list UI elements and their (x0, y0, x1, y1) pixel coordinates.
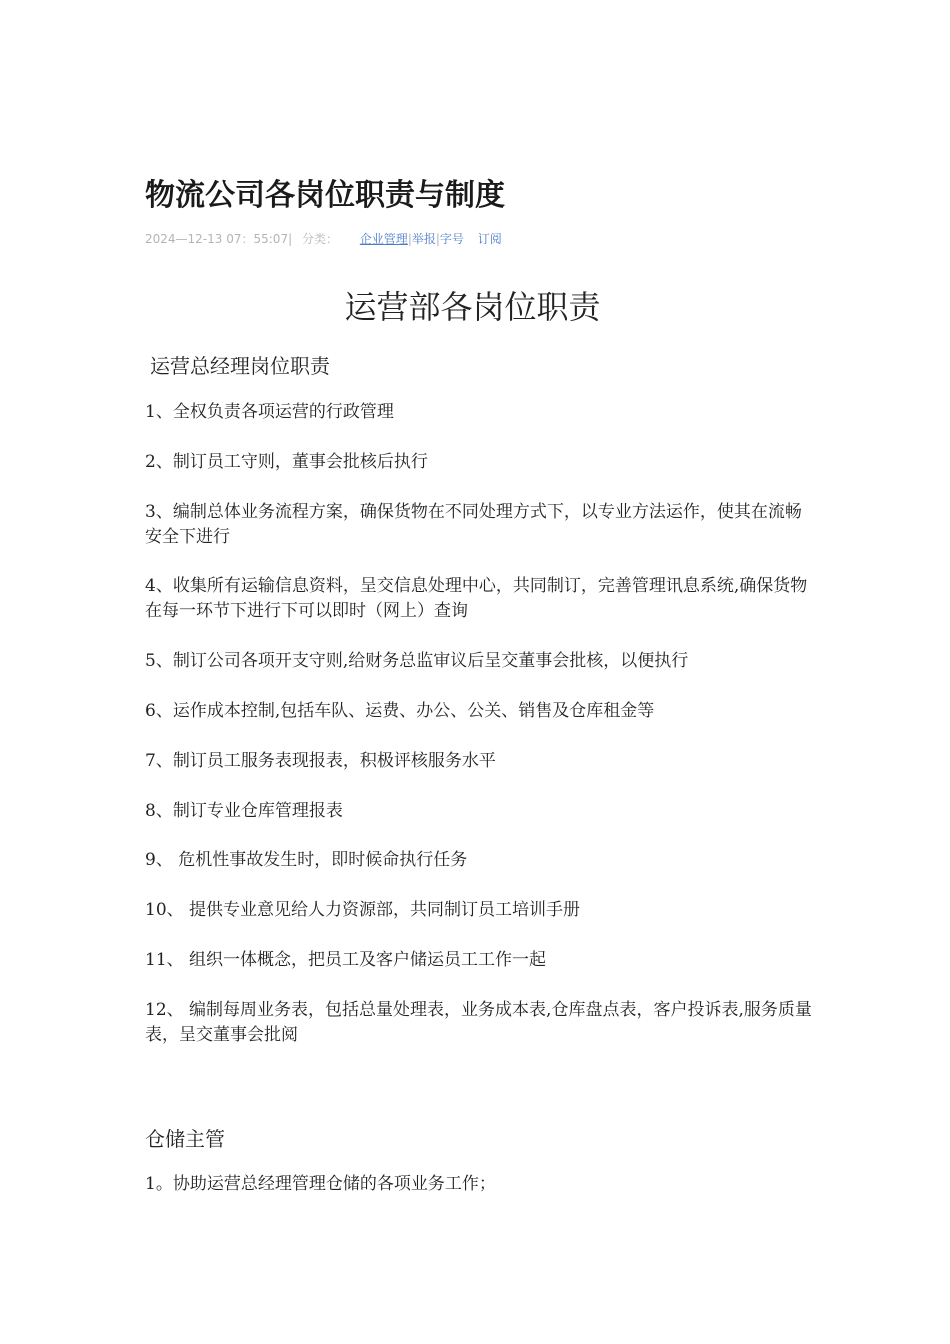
list-item: 2、制订员工守则，董事会批核后执行 (145, 452, 428, 472)
category-label: 分类： (301, 232, 338, 246)
list-item: 7、制订员工服务表现报表，积极评核服务水平 (145, 751, 496, 771)
publish-datetime: 2024—12-13 07：55:07| (145, 232, 293, 246)
list-item: 12、 编制每周业务表，包括总量处理表，业务成本表,仓库盘点表，客户投诉表,服务质量表，呈交董事会批阅 (145, 1000, 812, 1045)
subscribe-link[interactable]: 订阅 (477, 232, 502, 246)
article-title: 物流公司各岗位职责与制度 (145, 178, 505, 213)
list-item: 1、全权负责各项运营的行政管理 (145, 402, 394, 422)
subsection-title: 运营总经理岗位职责 (150, 354, 330, 378)
list-item: 8、制订专业仓库管理报表 (145, 801, 343, 821)
list-item: 1。协助运营总经理管理仓储的各项业务工作； (145, 1174, 496, 1194)
section-title: 运营部各岗位职责 (344, 288, 601, 326)
list-item: 11、 组织一体概念，把员工及客户储运员工工作一起 (145, 950, 547, 970)
list-item: 6、运作成本控制,包括车队、运费、办公、公关、销售及仓库租金等 (145, 701, 655, 721)
list-item: 4、收集所有运输信息资料，呈交信息处理中心，共同制订，完善管理讯息系统,确保货物在每一环节下进行下可以即时（网上）查询 (145, 576, 808, 621)
list-item: 5、制订公司各项开支守则,给财务总监审议后呈交董事会批核，以便执行 (145, 651, 689, 671)
article-meta (145, 230, 502, 247)
list-item: 9、 危机性事故发生时，即时候命执行任务 (145, 850, 468, 870)
report-link[interactable]: 举报 (411, 232, 436, 246)
category-link[interactable]: 企业管理 (359, 232, 408, 246)
meta-separator: | (435, 232, 440, 246)
list-item: 10、 提供专业意见给人力资源部，共同制订员工培训手册 (145, 900, 581, 920)
meta-separator: | (407, 232, 412, 246)
font-size-link[interactable]: 字号 (439, 232, 464, 246)
subsection-title: 仓储主管 (145, 1127, 225, 1151)
list-item: 3、编制总体业务流程方案，确保货物在不同处理方式下，以专业方法运作，使其在流畅安全下进行 (145, 502, 802, 547)
